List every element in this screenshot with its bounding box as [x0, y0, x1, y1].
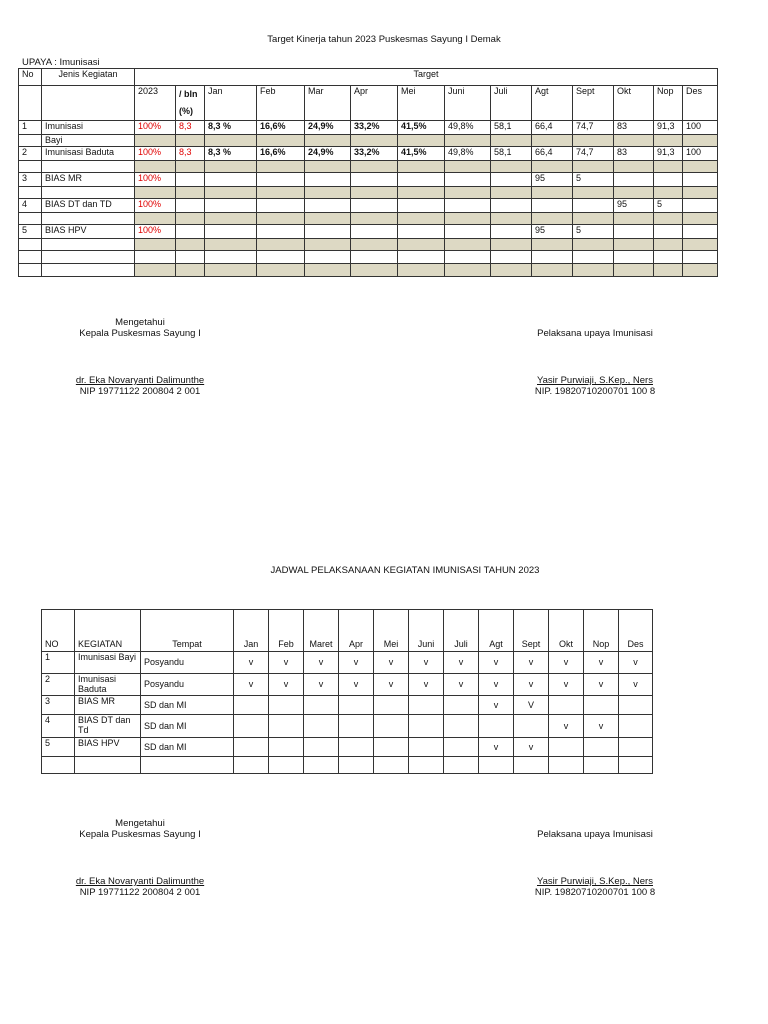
header-month: Apr [339, 610, 374, 652]
header-month: Mar [305, 86, 351, 121]
row-bln: 8,3 [176, 147, 205, 161]
table-row [42, 738, 653, 757]
row-no: 3 [42, 696, 75, 715]
row-month-mark [444, 738, 479, 757]
header-month: Okt [614, 86, 654, 121]
row-kegiatan: BIAS MR [42, 173, 135, 187]
row-month-value [654, 173, 683, 187]
row-month-mark: v [479, 738, 514, 757]
row-no: 5 [42, 738, 75, 757]
header-month: Feb [269, 610, 304, 652]
row-month-value [305, 173, 351, 187]
row-no: 4 [19, 199, 42, 213]
row-month-mark [269, 715, 304, 738]
row-month-mark: v [444, 652, 479, 674]
target-kinerja-table [18, 68, 718, 277]
header-month: Sept [514, 610, 549, 652]
table-row [19, 225, 718, 239]
row-month-value: 8,3 % [205, 121, 257, 135]
row-month-mark: v [514, 738, 549, 757]
row-month-value: 5 [654, 199, 683, 213]
row-month-mark [374, 696, 409, 715]
signature-right-2 [515, 829, 675, 898]
row-month-mark [339, 738, 374, 757]
row-month-mark: v [549, 674, 584, 696]
header-month: Apr [351, 86, 398, 121]
row-month-mark: v [584, 652, 619, 674]
row-month-value [351, 225, 398, 239]
row-month-mark: v [304, 652, 339, 674]
table-row [42, 715, 653, 738]
row-pct: 100% [135, 121, 176, 135]
header-month: Jan [234, 610, 269, 652]
row-month-mark [514, 715, 549, 738]
row-pct: 100% [135, 225, 176, 239]
row-month-value: 16,6% [257, 121, 305, 135]
row-month-mark: v [374, 652, 409, 674]
jadwal-title: JADWAL PELAKSANAAN KEGIATAN IMUNISASI TAHUN 2023 [270, 565, 540, 576]
row-month-value [205, 225, 257, 239]
row-month-value: 95 [532, 225, 573, 239]
row-kegiatan: Imunisasi Baduta [75, 674, 141, 696]
row-month-value [305, 225, 351, 239]
header-per-bln: / bln [179, 89, 198, 99]
row-month-mark [269, 738, 304, 757]
row-month-value: 16,6% [257, 147, 305, 161]
row-month-value: 100 [683, 147, 718, 161]
row-month-mark [619, 715, 653, 738]
row-month-value: 95 [532, 173, 573, 187]
row-month-value: 66,4 [532, 147, 573, 161]
row-month-mark: v [374, 674, 409, 696]
table-row [19, 121, 718, 135]
header-year: 2023 [135, 86, 176, 121]
row-month-mark [374, 715, 409, 738]
row-bln: 8,3 [176, 121, 205, 135]
row-tempat: SD dan MI [141, 715, 234, 738]
row-month-value [491, 173, 532, 187]
pelaksana-name: Yasir Purwiaji, S.Kep., Ners [537, 375, 653, 386]
kepala-name: dr. Eka Novaryanti Dalimunthe [75, 876, 205, 887]
row-month-value [257, 199, 305, 213]
row-month-value: 49,8% [445, 147, 491, 161]
row-month-value [573, 199, 614, 213]
row-month-value: 91,3 [654, 147, 683, 161]
header-percent: (%) [179, 106, 193, 116]
header-month: Juli [444, 610, 479, 652]
row-month-value [445, 199, 491, 213]
row-tempat: Posyandu [141, 652, 234, 674]
row-kegiatan-cont: Bayi [42, 135, 135, 147]
row-kegiatan: BIAS HPV [75, 738, 141, 757]
header-month: Juni [445, 86, 491, 121]
row-month-mark: v [479, 674, 514, 696]
table-row [42, 757, 653, 774]
row-no: 4 [42, 715, 75, 738]
header-month: Nop [654, 86, 683, 121]
row-pct: 100% [135, 173, 176, 187]
row-month-mark [234, 738, 269, 757]
row-tempat: SD dan MI [141, 696, 234, 715]
table-row [19, 147, 718, 161]
row-month-mark: v [619, 674, 653, 696]
kepala-nip: NIP 19771122 200804 2 001 [79, 887, 201, 898]
pelaksana-name: Yasir Purwiaji, S.Kep., Ners [537, 876, 653, 887]
row-month-mark [304, 696, 339, 715]
target-kinerja-title: Target Kinerja tahun 2023 Puskesmas Sayung I Demak [267, 34, 501, 45]
row-month-mark [619, 696, 653, 715]
upaya-label: UPAYA : Imunisasi [22, 57, 100, 68]
row-month-value [351, 173, 398, 187]
header-month: Juli [491, 86, 532, 121]
row-month-value [614, 225, 654, 239]
row-pct: 100% [135, 147, 176, 161]
mengetahui-label: Mengetahui [115, 317, 165, 328]
row-month-value: 66,4 [532, 121, 573, 135]
row-month-value: 33,2% [351, 147, 398, 161]
row-month-value: 24,9% [305, 121, 351, 135]
header-month: Juni [409, 610, 444, 652]
row-month-mark: v [479, 696, 514, 715]
header-month: Nop [584, 610, 619, 652]
row-month-value [305, 199, 351, 213]
row-month-mark: v [339, 674, 374, 696]
row-kegiatan: BIAS MR [75, 696, 141, 715]
row-month-mark [374, 738, 409, 757]
row-month-value: 58,1 [491, 147, 532, 161]
row-month-mark: v [584, 674, 619, 696]
row-month-value [614, 173, 654, 187]
header-no: No [19, 69, 42, 86]
row-month-value [683, 199, 718, 213]
row-month-mark: v [514, 652, 549, 674]
jadwal-table [41, 609, 653, 774]
row-bln [176, 173, 205, 187]
pelaksana-label: Pelaksana upaya Imunisasi [537, 829, 653, 840]
row-no: 2 [42, 674, 75, 696]
signature-left-2 [60, 818, 220, 898]
row-month-value: 24,9% [305, 147, 351, 161]
row-month-value: 41,5% [398, 147, 445, 161]
row-month-value [205, 199, 257, 213]
row-month-mark: V [514, 696, 549, 715]
mengetahui-label: Mengetahui [115, 818, 165, 829]
row-month-value: 83 [614, 121, 654, 135]
kepala-nip: NIP 19771122 200804 2 001 [79, 386, 201, 397]
header-row [42, 610, 653, 652]
month-header-row [19, 86, 718, 121]
row-month-mark [269, 696, 304, 715]
row-month-value [257, 225, 305, 239]
header-jenis-kegiatan: Jenis Kegiatan [42, 69, 135, 86]
row-month-mark [339, 715, 374, 738]
row-month-value [445, 225, 491, 239]
header-month: Mei [374, 610, 409, 652]
header-tempat: Tempat [141, 610, 234, 652]
row-month-value [398, 199, 445, 213]
row-month-value [683, 225, 718, 239]
header-month: Maret [304, 610, 339, 652]
row-month-mark [234, 715, 269, 738]
table-row [19, 264, 718, 277]
table-row [19, 135, 718, 147]
table-row [42, 652, 653, 674]
row-month-mark [409, 715, 444, 738]
row-month-mark [584, 696, 619, 715]
row-kegiatan: BIAS DT dan TD [42, 199, 135, 213]
row-month-value: 74,7 [573, 121, 614, 135]
row-month-mark [619, 738, 653, 757]
row-month-mark: v [549, 652, 584, 674]
table-row [19, 199, 718, 213]
signature-left-1 [60, 317, 220, 397]
row-month-mark: v [304, 674, 339, 696]
table-row [19, 213, 718, 225]
row-tempat: Posyandu [141, 674, 234, 696]
table-row [19, 251, 718, 264]
row-month-value [445, 173, 491, 187]
row-month-mark: v [514, 674, 549, 696]
row-no: 1 [42, 652, 75, 674]
row-month-value [654, 225, 683, 239]
row-month-mark: v [234, 674, 269, 696]
row-month-mark [549, 738, 584, 757]
row-month-value: 74,7 [573, 147, 614, 161]
row-month-mark: v [584, 715, 619, 738]
table-row [19, 173, 718, 187]
table-row [19, 239, 718, 251]
row-month-mark [479, 715, 514, 738]
row-month-value [683, 173, 718, 187]
row-month-mark [549, 696, 584, 715]
row-month-value [398, 173, 445, 187]
row-month-value [351, 199, 398, 213]
pelaksana-nip: NIP. 19820710200701 100 8 [534, 386, 656, 397]
row-month-value: 58,1 [491, 121, 532, 135]
row-kegiatan: Imunisasi Baduta [42, 147, 135, 161]
row-month-value: 91,3 [654, 121, 683, 135]
row-month-value: 8,3 % [205, 147, 257, 161]
row-month-mark: v [444, 674, 479, 696]
row-kegiatan: Imunisasi Bayi [75, 652, 141, 674]
header-month: Sept [573, 86, 614, 121]
row-kegiatan: BIAS DT dan Td [75, 715, 141, 738]
row-bln [176, 199, 205, 213]
row-month-value: 5 [573, 173, 614, 187]
pelaksana-label: Pelaksana upaya Imunisasi [537, 328, 653, 339]
header-month: Okt [549, 610, 584, 652]
row-month-value: 49,8% [445, 121, 491, 135]
header-kegiatan: KEGIATAN [75, 610, 141, 652]
row-kegiatan: BIAS HPV [42, 225, 135, 239]
row-no: 1 [19, 121, 42, 135]
row-month-value: 100 [683, 121, 718, 135]
row-month-value [491, 199, 532, 213]
row-pct: 100% [135, 199, 176, 213]
row-month-value [398, 225, 445, 239]
row-kegiatan: Imunisasi [42, 121, 135, 135]
row-no: 2 [19, 147, 42, 161]
table-row [19, 161, 718, 173]
table-row [42, 674, 653, 696]
header-month: Des [619, 610, 653, 652]
header-month: Mei [398, 86, 445, 121]
row-month-mark: v [234, 652, 269, 674]
header-month: Feb [257, 86, 305, 121]
row-month-mark: v [549, 715, 584, 738]
table-row [42, 696, 653, 715]
row-no: 5 [19, 225, 42, 239]
row-bln [176, 225, 205, 239]
row-month-value: 33,2% [351, 121, 398, 135]
kepala-label: Kepala Puskesmas Sayung I [79, 829, 201, 840]
row-month-value [205, 173, 257, 187]
row-month-mark [444, 715, 479, 738]
row-month-mark [409, 696, 444, 715]
header-no: NO [42, 610, 75, 652]
row-month-mark: v [339, 652, 374, 674]
row-month-value: 5 [573, 225, 614, 239]
row-month-mark: v [479, 652, 514, 674]
row-month-mark [339, 696, 374, 715]
row-month-mark [304, 738, 339, 757]
header-target: Target [135, 69, 718, 86]
table-row [19, 187, 718, 199]
row-month-mark [234, 696, 269, 715]
row-month-mark [304, 715, 339, 738]
row-month-value: 95 [614, 199, 654, 213]
kepala-name: dr. Eka Novaryanti Dalimunthe [75, 375, 205, 386]
row-tempat: SD dan MI [141, 738, 234, 757]
row-month-mark: v [409, 652, 444, 674]
header-month: Des [683, 86, 718, 121]
row-month-mark: v [269, 652, 304, 674]
pelaksana-nip: NIP. 19820710200701 100 8 [534, 887, 656, 898]
row-month-mark [584, 738, 619, 757]
signature-right-1 [515, 328, 675, 397]
row-month-mark [444, 696, 479, 715]
header-month: Jan [205, 86, 257, 121]
row-month-mark: v [269, 674, 304, 696]
row-month-value: 41,5% [398, 121, 445, 135]
header-month: Agt [532, 86, 573, 121]
row-month-mark [409, 738, 444, 757]
row-month-value [257, 173, 305, 187]
row-month-value [491, 225, 532, 239]
kepala-label: Kepala Puskesmas Sayung I [79, 328, 201, 339]
row-month-value: 83 [614, 147, 654, 161]
header-month: Agt [479, 610, 514, 652]
row-month-mark: v [619, 652, 653, 674]
row-month-value [532, 199, 573, 213]
row-no: 3 [19, 173, 42, 187]
row-month-mark: v [409, 674, 444, 696]
